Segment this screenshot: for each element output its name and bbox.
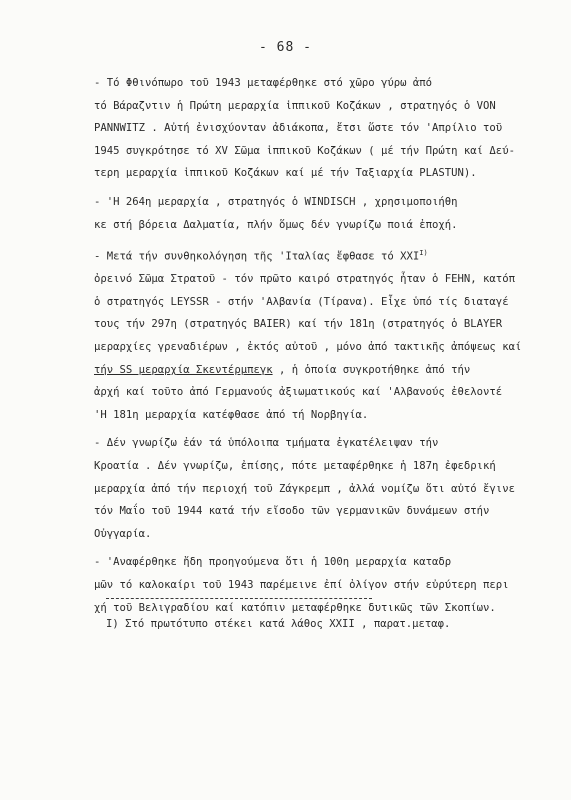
text-line: μεραρχίες γρεναδιέρων , ἐκτός αὐτοῦ , μόνο ἀπό τακτικῆς ἀπόψεως καί (94, 341, 522, 354)
text-line: 1945 συγκρότησε τό XV Σῶμα ἱππικοῦ Κοζάκων ( μέ τήν Πρώτη καί Δεύ- (94, 144, 515, 157)
page-number: - 68 - (259, 40, 312, 55)
text-segment: - Μετά τήν συνθηκολόγηση τῆς 'Ιταλίας ἔφθασε τό XXI (94, 250, 420, 263)
text-line: ἀρχή καί τοῦτο ἀπό Γερμανούς ἀξιωματικούς καί 'Αλβανούς ἐθελοντέ (94, 386, 503, 399)
underlined-text: τήν SS μεραρχία Σκεντέρμπεγκ (94, 363, 273, 376)
text-line: χή τοῦ Βελιγραδίου καί κατόπιν μεταφέρθηκε δυτικῶς τῶν Σκοπίων. (94, 601, 496, 614)
text-line (94, 242, 556, 268)
text-line: μεραρχία ἀπό τήν περιοχή τοῦ Ζάγκρεμπ , ἀλλά νομίζω ὅτι αὐτό ἔγινε (94, 482, 515, 495)
paragraph-2 (94, 191, 556, 236)
text-line: - 'Αναφέρθηκε ἤδη προηγούμενα ὅτι ἡ 100η μεραρχία καταδρ (94, 556, 452, 569)
text-line: κε στή βόρεια Δαλματία, πλήν ὅμως δέν γνωρίζω ποιά ἐποχή. (94, 218, 458, 231)
footnote-divider (106, 598, 372, 599)
text-line: Οὐγγαρία. (94, 527, 152, 540)
footnote: I) Στό πρωτότυπο στέκει κατά λάθος XXII , παρατ.μεταφ. (106, 618, 451, 630)
text-line: μῶν τό καλοκαίρι τοῦ 1943 παρέμεινε ἐπί ὀλίγον στήν εὐρύτερη περι (94, 579, 509, 591)
text-line: τόν Μαΐο τοῦ 1944 κατά τήν εἴσοδο τῶν γερμανικῶν δυνάμεων στήν (94, 505, 490, 518)
text-line: τους τήν 297η (στρατηγός BAIER) καί τήν 181η (στρατηγός ὁ BLAYER (94, 318, 503, 331)
paragraph-1 (94, 72, 556, 185)
paragraph-3 (94, 242, 556, 426)
text-line: τό Βάραζντιν ἡ Πρώτη μεραρχία ἱππικοῦ Κοζάκων , στρατηγός ὁ VON (94, 99, 496, 112)
footnote-marker: I) (419, 249, 428, 258)
document-body (94, 72, 556, 619)
text-segment: , ἡ ὁποία συγκροτήθηκε ἀπό τήν (272, 363, 471, 376)
text-line: PANNWITZ . Αὐτή ἐνισχύονταν ἀδιάκοπα, ἔτσι ὥστε τόν 'Απρίλιο τοῦ (94, 122, 503, 135)
paragraph-5 (94, 551, 556, 619)
text-line: - Δέν γνωρίζω ἐάν τά ὑπόλοιπα τμήματα ἐγκατέλειψαν τήν (94, 437, 439, 450)
text-line: ὁ στρατηγός LEYSSR - στήν 'Αλβανία (Τίρανα). Εἶχε ὑπό τίς διαταγέ (94, 295, 509, 308)
text-line: Κροατία . Δέν γνωρίζω, ἐπίσης, πότε μεταφέρθηκε ἡ 187η ἐφεδρική (94, 460, 496, 473)
paragraph-4 (94, 432, 556, 545)
text-line (94, 359, 556, 382)
text-line: ὀρεινό Σῶμα Στρατοῦ - τόν πρῶτο καιρό στρατηγός ἦταν ὁ FEHN, κατόπ (94, 273, 515, 286)
text-line: 'Η 181η μεραρχία κατέφθασε ἀπό τή Νορβηγία. (94, 408, 369, 421)
text-line: - 'Η 264η μεραρχία , στρατηγός ὁ WINDISCH , χρησιμοποιήθη (94, 195, 458, 208)
text-line: - Τό Φθινόπωρο τοῦ 1943 μεταφέρθηκε στό χῶρο γύρω ἀπό (94, 77, 433, 89)
text-line: τερη μεραρχία ἱππικοῦ Κοζάκων καί μέ τήν Ταξιαρχία PLASTUN). (94, 167, 477, 180)
